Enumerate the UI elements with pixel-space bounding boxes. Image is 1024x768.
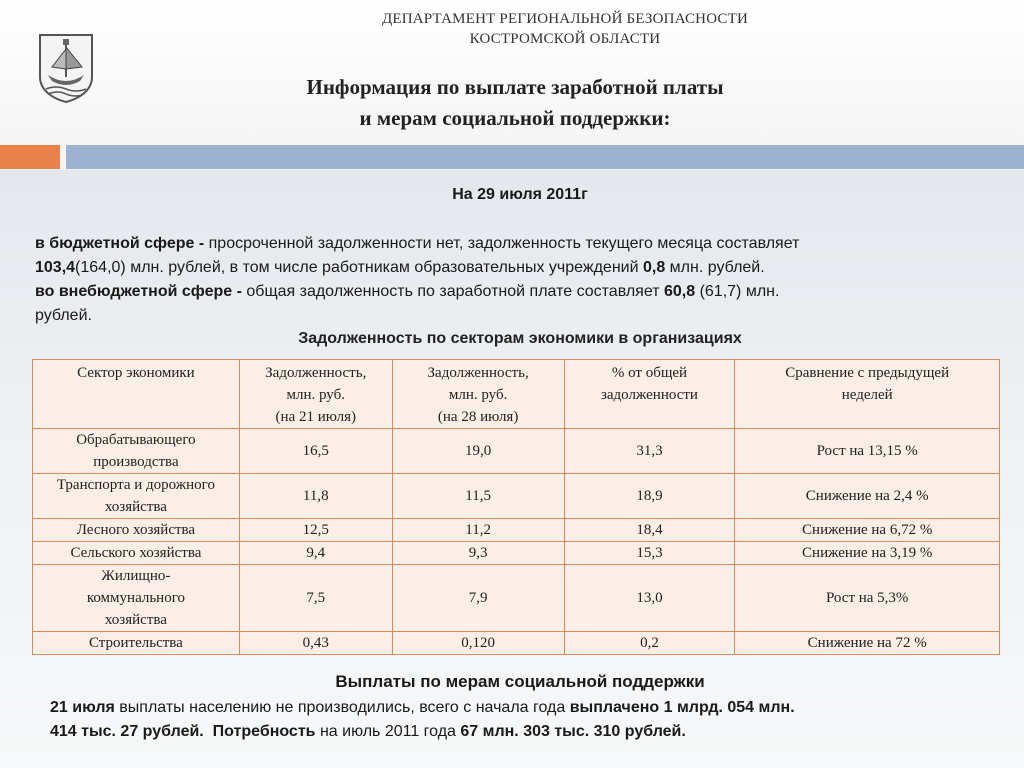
- sector-cell: Транспорта и дорожного хозяйства: [33, 474, 240, 519]
- budget-text-2: (164,0) млн. рублей, в том числе работникам образовательных учреждений: [75, 259, 643, 276]
- social-text-1: выплаты населению не производились, всего с начала года: [114, 699, 570, 716]
- debt-jul21-cell: 11,8: [239, 474, 392, 519]
- debt-jul28-cell: 9,3: [392, 542, 564, 565]
- budget-text-3: млн. рублей.: [665, 259, 765, 276]
- page-title-line1: Информация по выплате заработной платы: [306, 75, 724, 99]
- percent-cell: 15,3: [564, 542, 735, 565]
- social-paid-continued: 414 тыс. 27 рублей.: [50, 723, 204, 740]
- table-row: [33, 429, 1000, 474]
- debt-jul21-cell: 0,43: [239, 632, 392, 655]
- offbudget-text-2: (61,7) млн.: [695, 283, 780, 300]
- header-compare: Сравнение с предыдущей неделей: [735, 360, 1000, 429]
- report-date: На 29 июля 2011г: [452, 186, 588, 203]
- percent-cell: 31,3: [564, 429, 735, 474]
- budget-text-1: просроченной задолженности нет, задолженность текущего месяца составляет: [208, 235, 800, 252]
- offbudget-sphere-label: во внебюджетной сфере -: [35, 283, 247, 300]
- debt-jul21-cell: 7,5: [239, 565, 392, 632]
- compare-cell: Снижение на 72 %: [735, 632, 1000, 655]
- compare-cell: Снижение на 6,72 %: [735, 519, 1000, 542]
- header-debt-jul28: Задолженность, млн. руб. (на 28 июля): [392, 360, 564, 429]
- department-name-line1: ДЕПАРТАМЕНТ РЕГИОНАЛЬНОЙ БЕЗОПАСНОСТИ: [381, 11, 749, 27]
- debt-jul21-cell: 12,5: [239, 519, 392, 542]
- accent-bar-blue: [66, 145, 1024, 169]
- offbudget-text-1: общая задолженность по заработной плате составляет: [246, 283, 664, 300]
- social-paid-label: выплачено 1 млрд. 054 млн.: [569, 699, 795, 716]
- table-header-row: [33, 360, 1000, 429]
- social-support-paragraph: [50, 696, 1000, 744]
- social-text-2: на июль 2011 года: [315, 723, 461, 740]
- debt-jul28-cell: 0,120: [392, 632, 564, 655]
- compare-cell: Снижение на 2,4 %: [735, 474, 1000, 519]
- compare-cell: Рост на 5,3%: [735, 565, 1000, 632]
- social-need-label: Потребность: [212, 723, 316, 740]
- table-row: [33, 632, 1000, 655]
- accent-bar-orange: [0, 145, 60, 169]
- sector-cell: Обрабатывающего производства: [33, 429, 240, 474]
- table-row: [33, 519, 1000, 542]
- percent-cell: 13,0: [564, 565, 735, 632]
- percent-cell: 18,9: [564, 474, 735, 519]
- header-percent: % от общей задолженности: [564, 360, 735, 429]
- salary-debt-paragraph: [35, 232, 995, 328]
- social-need-value: 67 млн. 303 тыс. 310 рублей.: [460, 723, 686, 740]
- table-row: [33, 474, 1000, 519]
- sector-debt-table: [32, 359, 1000, 655]
- sector-cell: Жилищно- коммунального хозяйства: [33, 565, 240, 632]
- header-debt-jul21: Задолженность, млн. руб. (на 21 июля): [239, 360, 392, 429]
- compare-cell: Снижение на 3,19 %: [735, 542, 1000, 565]
- social-support-heading: Выплаты по мерам социальной поддержки: [335, 672, 705, 691]
- budget-debt-value: 103,4: [35, 259, 76, 276]
- page-title-line2: и мерам социальной поддержки:: [359, 106, 671, 130]
- department-name-line2: КОСТРОМСКОЙ ОБЛАСТИ: [469, 31, 661, 47]
- debt-jul28-cell: 11,2: [392, 519, 564, 542]
- budget-sphere-label: в бюджетной сфере -: [35, 235, 209, 252]
- table-row: [33, 542, 1000, 565]
- table-row: [33, 565, 1000, 632]
- social-date-label: 21 июля: [50, 699, 115, 716]
- compare-cell: Рост на 13,15 %: [735, 429, 1000, 474]
- debt-jul21-cell: 16,5: [239, 429, 392, 474]
- table-subtitle: Задолженность по секторам экономики в организациях: [298, 330, 742, 347]
- offbudget-debt-value: 60,8: [663, 283, 696, 300]
- debt-jul28-cell: 19,0: [392, 429, 564, 474]
- debt-jul28-cell: 7,9: [392, 565, 564, 632]
- percent-cell: 18,4: [564, 519, 735, 542]
- offbudget-text-3: рублей.: [35, 307, 92, 324]
- percent-cell: 0,2: [564, 632, 735, 655]
- header-sector: Сектор экономики: [33, 360, 240, 429]
- sector-cell: Строительства: [33, 632, 240, 655]
- debt-jul21-cell: 9,4: [239, 542, 392, 565]
- sector-cell: Лесного хозяйства: [33, 519, 240, 542]
- sector-cell: Сельского хозяйства: [33, 542, 240, 565]
- education-debt-value: 0,8: [642, 259, 666, 276]
- debt-jul28-cell: 11,5: [392, 474, 564, 519]
- kostroma-coat-of-arms-icon: [36, 31, 96, 103]
